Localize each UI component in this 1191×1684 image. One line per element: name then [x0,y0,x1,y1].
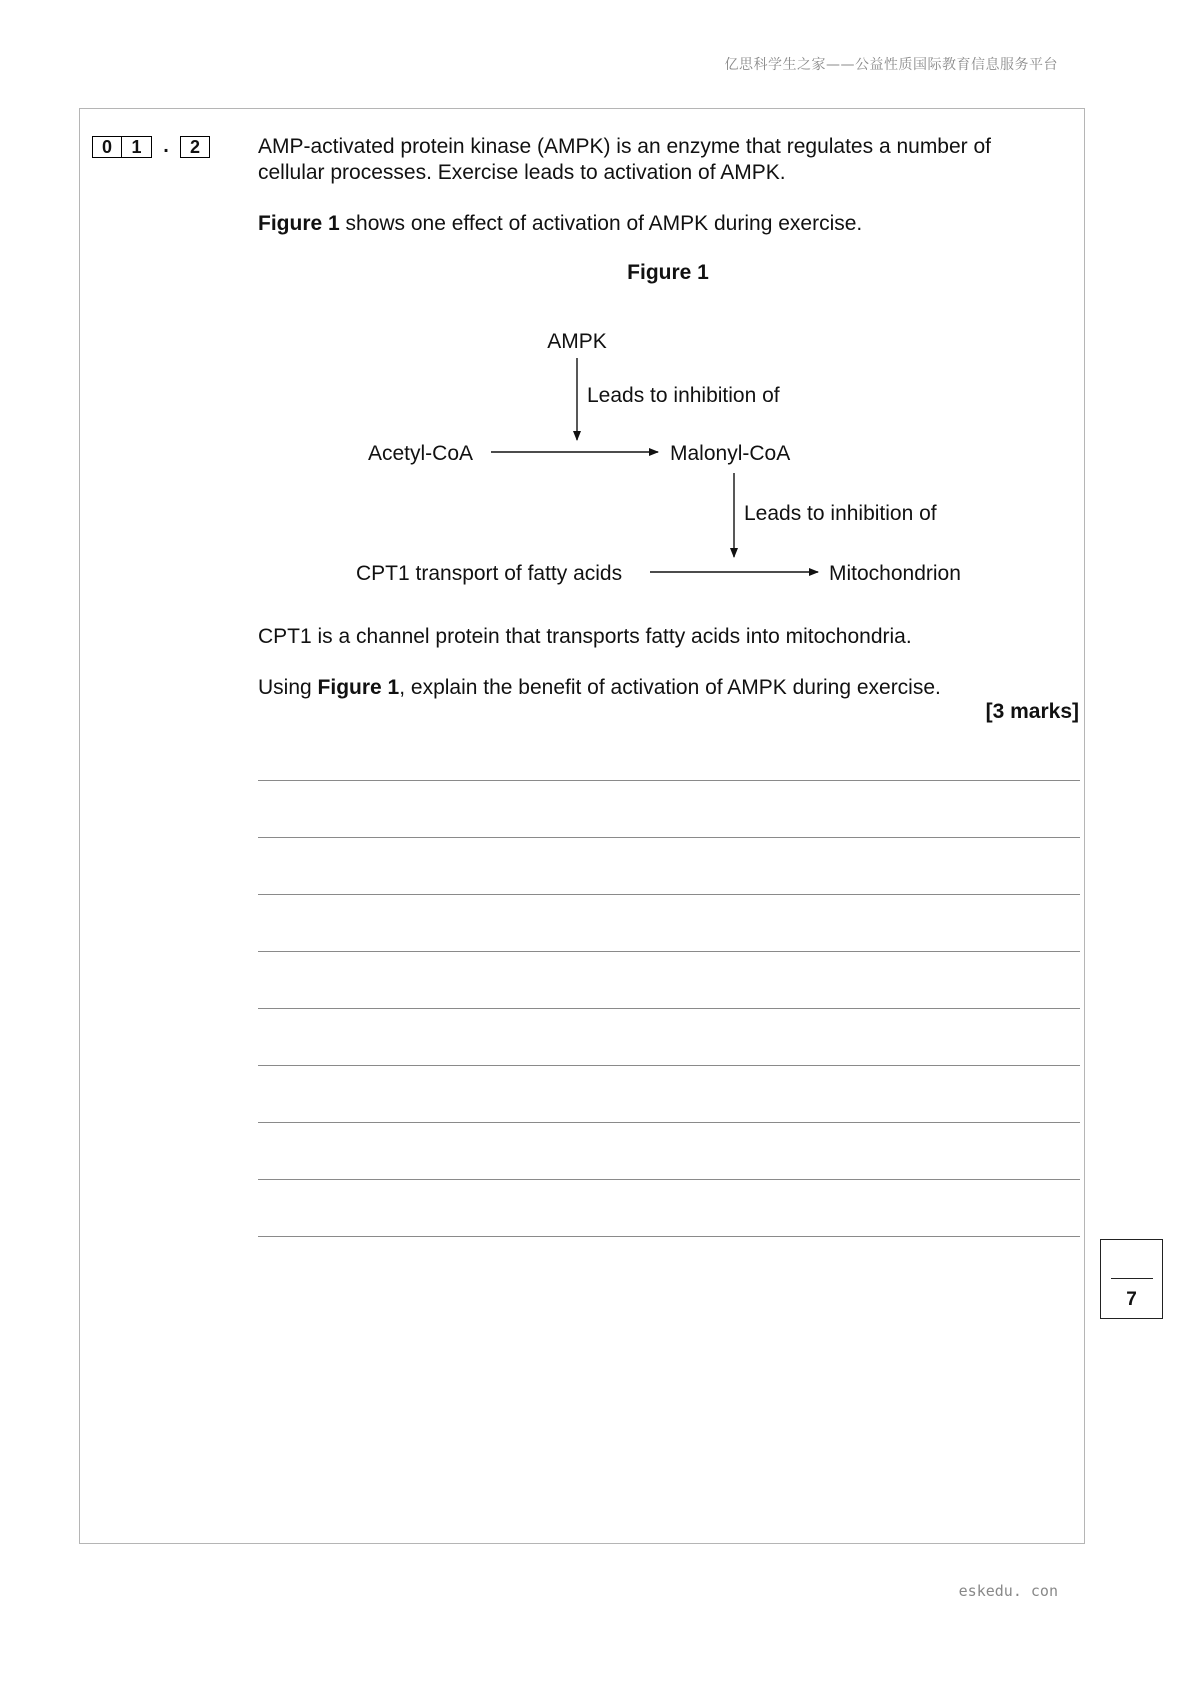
question-number-digit: 0 [92,136,122,158]
cpt1-statement: CPT1 is a channel protein that transports fatty acids into mitochondria. [258,625,912,648]
answer-line[interactable] [258,837,1080,838]
score-total: 7 [1126,1289,1137,1310]
figure-1-diagram [0,0,1191,620]
score-blank-line [1111,1278,1153,1279]
answer-line[interactable] [258,1179,1080,1180]
answer-line[interactable] [258,894,1080,895]
question-prompt-bold: Figure 1 [317,676,400,699]
footer-site-text: eskedu. con [958,1582,1058,1600]
question-number-separator: . [163,135,169,157]
question-intro: AMP-activated protein kinase (AMPK) is an enzyme that regulates a number of cellular processes. Exercise leads to activation of AMPK. [258,135,992,184]
inhibition-label-1: Leads to inhibition of [587,384,780,407]
figure-title: Figure 1 [627,261,709,284]
question-prompt-suffix: , explain the benefit of activation of AMPK during exercise. [399,676,941,699]
cpt1-transport-label: CPT1 transport of fatty acids [356,562,623,585]
figure-reference-bold: Figure 1 [258,212,340,235]
answer-line[interactable] [258,951,1080,952]
answer-line[interactable] [258,1122,1080,1123]
ampk-label: AMPK [547,330,607,353]
question-continuation [258,624,1078,701]
answer-line[interactable] [258,1065,1080,1066]
question-prompt [258,675,1078,701]
question-number-digit: 1 [122,136,152,158]
question-part-digit: 2 [180,136,210,158]
question-prompt-prefix: Using [258,676,318,699]
header-site-text: 亿思科学生之家——公益性质国际教育信息服务平台 [724,57,1058,73]
score-box [1100,1239,1163,1319]
acetyl-coa-label: Acetyl-CoA [368,442,474,465]
marks-label: [3 marks] [985,700,1079,723]
figure-reference-text: shows one effect of activation of AMPK during exercise. [339,212,863,235]
answer-line[interactable] [258,1008,1080,1009]
answer-line[interactable] [258,1236,1080,1237]
inhibition-label-2: Leads to inhibition of [744,502,937,525]
mitochondrion-label: Mitochondrion [829,562,961,585]
malonyl-coa-label: Malonyl-CoA [670,442,791,465]
answer-line[interactable] [258,780,1080,781]
